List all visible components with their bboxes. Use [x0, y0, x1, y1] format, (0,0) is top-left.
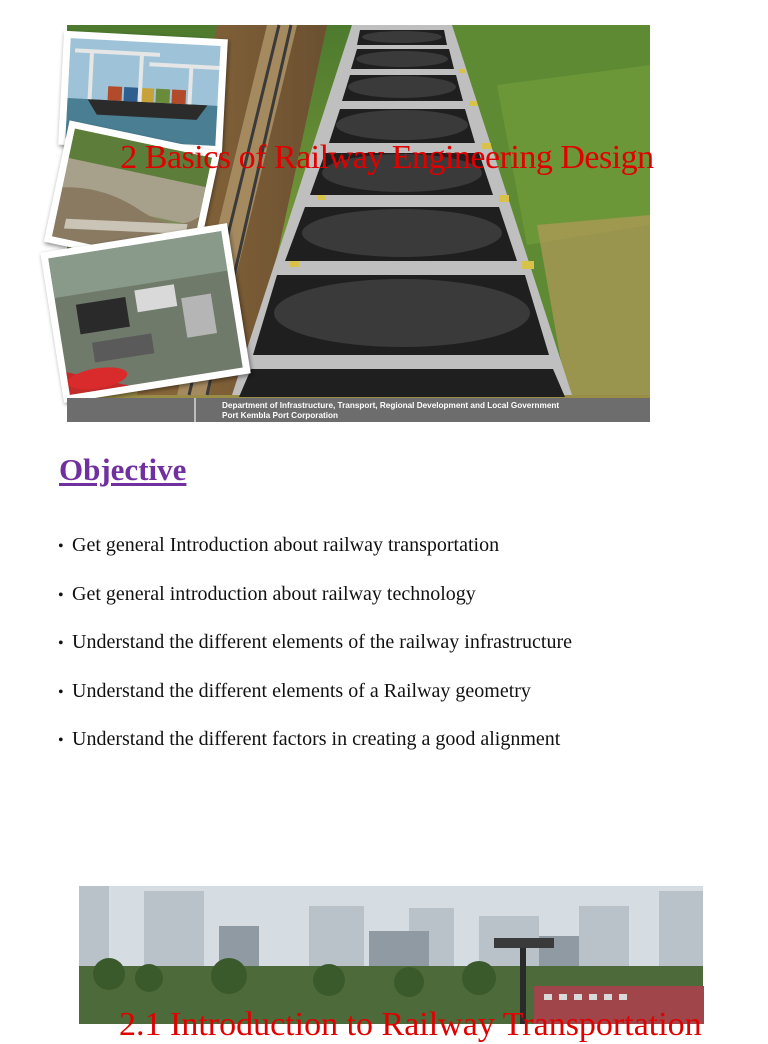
list-item-text: Understand the different elements of the railway infrastructure	[72, 631, 572, 653]
section-title-partial: 2.1 Introduction to Railway Transportation	[119, 1006, 702, 1043]
objective-heading: Objective	[59, 452, 187, 487]
list-item-text: Understand the different elements of a Railway geometry	[72, 679, 531, 702]
aerial-port-photo	[40, 223, 250, 403]
cover-image	[67, 25, 654, 422]
list-item	[58, 583, 572, 632]
list-item-text: Get general Introduction about railway transportation	[72, 534, 500, 556]
city-skyline-image	[79, 886, 703, 1043]
list-item-text: Understand the different factors in creating a good alignment	[72, 728, 561, 750]
caption-bar	[67, 398, 650, 422]
list-item	[58, 728, 572, 777]
caption-divider	[194, 398, 196, 422]
bullet-icon: •	[58, 683, 64, 701]
list-item	[58, 680, 572, 729]
bullet-icon: •	[58, 538, 64, 555]
bullet-icon: •	[58, 586, 64, 604]
list-item-text: Get general introduction about railway technology	[72, 582, 476, 605]
bullet-icon: •	[58, 732, 64, 749]
list-item	[58, 534, 572, 583]
bullet-icon: •	[58, 635, 64, 652]
aerial-port-image	[48, 231, 242, 395]
caption-corporation: Port Kembla Port Corporation	[222, 411, 338, 420]
list-item	[58, 631, 572, 680]
caption-department: Department of Infrastructure, Transport, Regional Development and Local Government	[222, 401, 560, 410]
objective-list	[58, 534, 572, 777]
cover-title: 2 Basics of Railway Engineering Design	[120, 139, 654, 176]
city-skyline-scene	[79, 886, 703, 1024]
